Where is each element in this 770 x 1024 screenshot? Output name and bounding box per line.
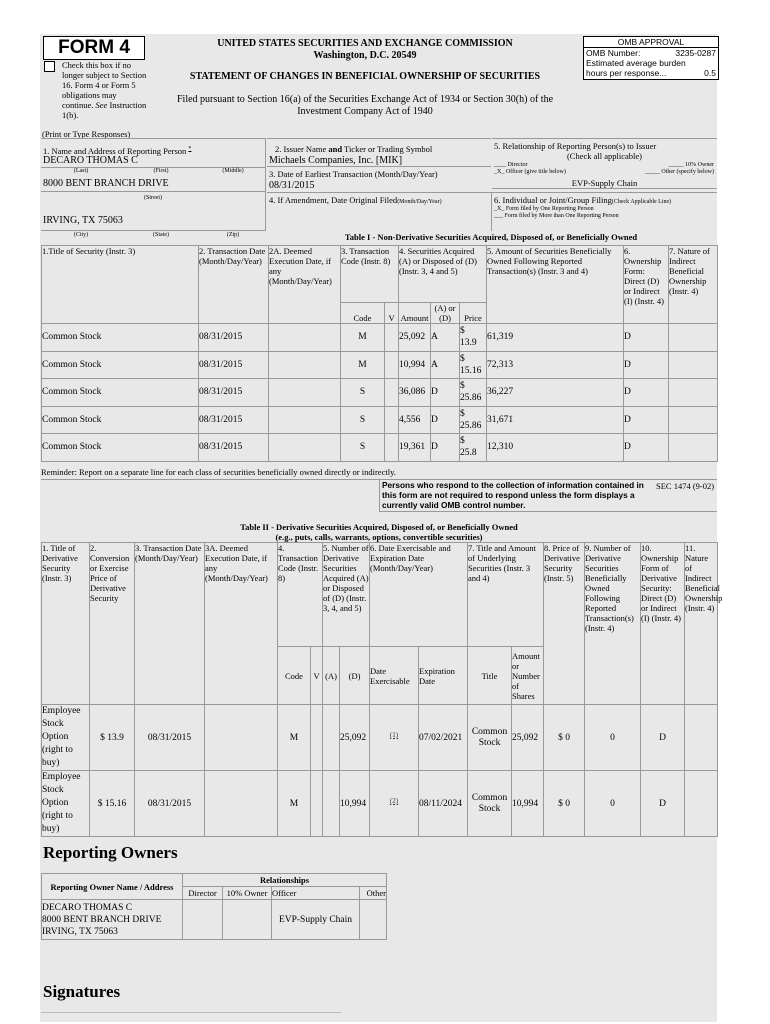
- issuer-name: Michaels Companies, Inc. [MIK]: [269, 155, 403, 166]
- agency-header: [155, 38, 575, 62]
- t1-nature: [669, 434, 718, 462]
- reporting-person-name: DECARO THOMAS C: [43, 155, 138, 166]
- t2-h-date: 3. Transaction Date (Month/Day/Year): [135, 543, 205, 705]
- t1-price: [460, 351, 487, 379]
- box1-reporting-person: [41, 138, 266, 231]
- signature-line: [41, 1012, 341, 1013]
- city-state-zip: IRVING, TX 75063: [43, 215, 123, 226]
- t1-amount: 36,086: [399, 379, 431, 407]
- t1-aord: D: [431, 434, 460, 462]
- officer-title: EVP-Supply Chain: [492, 178, 717, 189]
- agency-location: Washington, D.C. 20549: [313, 50, 417, 61]
- t1-price: [460, 379, 487, 407]
- t2-h-form: 10. Ownership Form of Derivative Security: Direct (D) or Indirect (I) (Instr. 4): [641, 543, 685, 705]
- signatures-heading: Signatures: [43, 982, 121, 1001]
- price-value: 25.86: [460, 393, 482, 404]
- t2-h-und-title: Title: [468, 647, 512, 705]
- t2-h-conversion: 2. Conversion or Exercise Price of Derivative Security: [90, 543, 135, 705]
- t2-a: [323, 705, 340, 771]
- box3-label: 3. Date of Earliest Transaction (Month/Day/Year): [269, 169, 438, 179]
- ro-director-cell: [183, 900, 223, 940]
- ro-h-other: Other: [360, 887, 387, 900]
- omb-header: OMB APPROVAL: [584, 37, 718, 48]
- hours-value: 0.5: [704, 68, 716, 78]
- t2-h-nature: 11. Nature of Indirect Beneficial Ownership (Instr. 4): [685, 543, 718, 705]
- t1-owned: 12,310: [487, 434, 624, 462]
- street-label: (Street): [144, 195, 162, 201]
- reporting-owners-table: [41, 873, 387, 940]
- ro-ten-cell: [223, 900, 272, 940]
- t2-form: D: [641, 705, 685, 771]
- table1-row: [42, 379, 718, 407]
- zip-label: (Zip): [226, 232, 240, 238]
- box4-amendment: [267, 192, 492, 231]
- table2-row: [42, 771, 718, 837]
- t1-code: M: [341, 351, 385, 379]
- t1-title: Common Stock: [42, 324, 199, 352]
- t2-form: D: [641, 771, 685, 837]
- t1-v: [385, 379, 399, 407]
- t1-v: [385, 324, 399, 352]
- t2-date: 08/31/2015: [135, 705, 205, 771]
- t2-h-exercisable: 6. Date Exercisable and Expiration Date (Month/Day/Year): [370, 543, 468, 647]
- filed-pursuant: Filed pursuant to Section 16(a) of the Securities Exchange Act of 1934 or Section 30(h) of the Investment Company Act of 1940: [176, 94, 554, 117]
- t1-price: [460, 406, 487, 434]
- box5-label: 5. Relationship of Reporting Person(s) to Issuer: [494, 141, 657, 151]
- t2-deriv-price: $ 0: [544, 705, 585, 771]
- t1-price: [460, 324, 487, 352]
- t1-aord: A: [431, 351, 460, 379]
- box5-relationship: [492, 138, 717, 193]
- price-value: 25.8: [460, 448, 477, 459]
- table2-row: [42, 705, 718, 771]
- last-label: (Last): [73, 168, 89, 174]
- t1-h-aord: (A) or (D): [431, 303, 460, 324]
- t2-und-amount: 10,994: [512, 771, 544, 837]
- t1-h-v: V: [385, 303, 399, 324]
- table1-row: [42, 406, 718, 434]
- t2-h-title: 1. Title of Derivative Security (Instr. 3): [42, 543, 90, 705]
- t1-code: S: [341, 434, 385, 462]
- t1-deemed: [269, 406, 341, 434]
- t2-date: 08/31/2015: [135, 771, 205, 837]
- city-label: (City): [73, 232, 89, 238]
- print-type-note: (Print or Type Responses): [42, 129, 131, 139]
- reminder-text: Reminder: Report on a separate line for each class of securities beneficially owned directly or indirectly.: [41, 467, 396, 477]
- t1-nature: [669, 351, 718, 379]
- omb-number-value: 3235-0287: [675, 48, 716, 58]
- t2-deriv-price: $ 0: [544, 771, 585, 837]
- t1-code: S: [341, 379, 385, 407]
- box2-label: 2. Issuer Name and Ticker or Trading Symbol: [275, 144, 433, 154]
- t2-und-amount: 25,092: [512, 705, 544, 771]
- t2-h-underlying: 7. Title and Amount of Underlying Securities (Instr. 3 and 4): [468, 543, 544, 647]
- t1-aord: D: [431, 379, 460, 407]
- footnote-link[interactable]: (1): [389, 730, 399, 739]
- ro-officer-cell: EVP-Supply Chain: [272, 900, 360, 940]
- t1-h-acquired: 4. Securities Acquired (A) or Disposed of (D) (Instr. 3, 4 and 5): [399, 246, 487, 303]
- statement-title: STATEMENT OF CHANGES IN BENEFICIAL OWNERSHIP OF SECURITIES: [189, 71, 541, 82]
- t2-code: M: [278, 771, 311, 837]
- t1-h-code: 3. Transaction Code (Instr. 8): [341, 246, 399, 303]
- form-title-box: [43, 36, 145, 60]
- price-symbol: $: [460, 408, 465, 419]
- t1-h-owned: 5. Amount of Securities Beneficially Owned Following Reported Transaction(s) (Instr. 3 and 4): [487, 246, 624, 324]
- filing-option-2: ___ Form filed by More than One Reporting Person: [494, 213, 619, 219]
- box1-label: 1. Name and Address of Reporting Person: [43, 145, 187, 156]
- t1-date: 08/31/2015: [199, 351, 269, 379]
- ro-owner-address: DECARO THOMAS C 8000 BENT BRANCH DRIVE IRVING, TX 75063: [42, 900, 183, 940]
- ro-other-cell: [360, 900, 387, 940]
- t1-amount: 19,361: [399, 434, 431, 462]
- t1-form: D: [624, 406, 669, 434]
- t2-h-deemed: 3A. Deemed Execution Date, if any (Month/Day/Year): [205, 543, 278, 705]
- reminder-left-box: [41, 479, 380, 511]
- box5-sub: (Check all applicable): [566, 151, 643, 161]
- t1-owned: 61,319: [487, 324, 624, 352]
- box3-earliest-date: [267, 166, 491, 193]
- t2-owned: 0: [585, 705, 641, 771]
- t1-date: 08/31/2015: [199, 434, 269, 462]
- notice-bottom-line: [379, 511, 717, 512]
- t1-amount: 10,994: [399, 351, 431, 379]
- box6-label: 6. Individual or Joint/Group Filing(Check Applicable Line): [494, 195, 672, 205]
- box2-issuer: [267, 138, 491, 167]
- t2-nature: [685, 771, 718, 837]
- t2-h-code: 4. Transaction Code (Instr. 8): [278, 543, 323, 647]
- t1-v: [385, 351, 399, 379]
- t1-owned: 72,313: [487, 351, 624, 379]
- t1-amount: 4,556: [399, 406, 431, 434]
- t2-a: [323, 771, 340, 837]
- no-longer-subject-checkbox[interactable]: [44, 61, 55, 72]
- t2-und-title: Common Stock: [468, 771, 512, 837]
- omb-number-label: OMB Number:: [586, 48, 641, 58]
- first-label: (First): [153, 168, 169, 174]
- t2-code: M: [278, 705, 311, 771]
- t1-date: 08/31/2015: [199, 379, 269, 407]
- t1-h-deemed: 2A. Deemed Execution Date, if any (Month/Day/Year): [269, 246, 341, 324]
- table1-row: [42, 324, 718, 352]
- t1-h-amount: Amount: [399, 303, 431, 324]
- other-option: _____ Other (specify below): [644, 169, 714, 175]
- director-option: ____ Director: [494, 162, 528, 168]
- t1-deemed: [269, 379, 341, 407]
- t1-owned: 31,671: [487, 406, 624, 434]
- price-symbol: $: [460, 326, 465, 337]
- t1-title: Common Stock: [42, 351, 199, 379]
- t2-d: 25,092: [340, 705, 370, 771]
- t1-aord: D: [431, 406, 460, 434]
- t1-title: Common Stock: [42, 379, 199, 407]
- t2-h-und-amount: Amount or Number of Shares: [512, 647, 544, 705]
- t1-date: 08/31/2015: [199, 324, 269, 352]
- t2-exp: 07/02/2021: [419, 705, 468, 771]
- t1-title: Common Stock: [42, 406, 199, 434]
- t1-amount: 25,092: [399, 324, 431, 352]
- agency-name: UNITED STATES SECURITIES AND EXCHANGE COMMISSION: [217, 38, 513, 49]
- t2-v: [311, 705, 323, 771]
- t1-nature: [669, 406, 718, 434]
- table2-title: Table II - Derivative Securities Acquired, Disposed of, or Beneficially Owned (e.g., puts, calls, warrants, options, convertible securities): [240, 522, 518, 542]
- box1-asterisk: *: [188, 146, 192, 152]
- t1-form: D: [624, 379, 669, 407]
- table1-title: Table I - Non-Derivative Securities Acquired, Disposed of, or Beneficially Owned: [344, 232, 638, 242]
- t1-owned: 36,227: [487, 379, 624, 407]
- persons-notice: Persons who respond to the collection of information contained in this form are not required to respond unless the form displays a currently valid OMB control number.: [382, 480, 644, 510]
- t1-h-nature: 7. Nature of Indirect Beneficial Ownership (Instr. 4): [669, 246, 718, 324]
- t1-v: [385, 434, 399, 462]
- t1-h-code-sub: Code: [341, 303, 385, 324]
- ten-pct-option: _____ 10% Owner: [668, 162, 714, 168]
- table1-row: [42, 351, 718, 379]
- t1-code: M: [341, 324, 385, 352]
- t2-conversion: $ 13.9: [90, 705, 135, 771]
- t2-v: [311, 771, 323, 837]
- t2-date-ex: [370, 705, 419, 771]
- t1-h-form: 6. Ownership Form: Direct (D) or Indirect (I) (Instr. 4): [624, 246, 669, 324]
- t2-h-d: (D): [340, 647, 370, 705]
- t1-form: D: [624, 324, 669, 352]
- t2-deemed: [205, 705, 278, 771]
- t1-nature: [669, 379, 718, 407]
- t1-price: [460, 434, 487, 462]
- t1-aord: A: [431, 324, 460, 352]
- omb-approval-box: [583, 36, 719, 80]
- table2-derivative: [41, 542, 723, 837]
- sec-code: SEC 1474 (9-02): [656, 481, 715, 491]
- box6-filing: [492, 192, 717, 231]
- t1-form: D: [624, 351, 669, 379]
- t2-h-code-sub: Code: [278, 647, 311, 705]
- t1-form: D: [624, 434, 669, 462]
- price-value: 13.9: [460, 338, 477, 349]
- t1-deemed: [269, 324, 341, 352]
- ro-h-director: Director: [183, 887, 223, 900]
- footnote-link[interactable]: (2): [389, 796, 399, 805]
- ro-h-relationships: Relationships: [183, 874, 387, 887]
- t2-deemed: [205, 771, 278, 837]
- t2-h-a: (A): [323, 647, 340, 705]
- form-title: FORM 4: [58, 37, 130, 58]
- ro-h-ten: 10% Owner: [223, 887, 272, 900]
- t2-h-exp: Expiration Date: [419, 647, 468, 705]
- checkbox-text: Check this box if no longer subject to Section 16. Form 4 or Form 5 obligations may continue. See Instruction 1(b).: [62, 60, 147, 120]
- table1-non-derivative: [41, 245, 718, 462]
- table1-row: [42, 434, 718, 462]
- t2-h-date-ex: Date Exercisable: [370, 647, 419, 705]
- t2-h-v: V: [311, 647, 323, 705]
- officer-option: _X_ Officer (give title below): [494, 169, 566, 175]
- t2-title: Employee Stock Option (right to buy): [42, 771, 90, 837]
- ro-h-name: Reporting Owner Name / Address: [42, 874, 183, 900]
- price-symbol: $: [460, 436, 465, 447]
- t2-d: 10,994: [340, 771, 370, 837]
- price-symbol: $: [460, 381, 465, 392]
- t1-h-date: 2. Transaction Date (Month/Day/Year): [199, 246, 269, 324]
- t1-nature: [669, 324, 718, 352]
- state-label: (State): [153, 232, 169, 238]
- t1-date: 08/31/2015: [199, 406, 269, 434]
- t2-date-ex: [370, 771, 419, 837]
- t2-exp: 08/11/2024: [419, 771, 468, 837]
- t2-und-title: Common Stock: [468, 705, 512, 771]
- t2-conversion: $ 15.16: [90, 771, 135, 837]
- t1-deemed: [269, 351, 341, 379]
- t1-h-title: 1.Title of Security (Instr. 3): [42, 246, 199, 324]
- t2-h-price: 8. Price of Derivative Security (Instr. 5): [544, 543, 585, 705]
- middle-label: (Middle): [222, 168, 244, 174]
- t2-h-owned: 9. Number of Derivative Securities Beneficially Owned Following Reported Transaction(s) (Instr. 4): [585, 543, 641, 705]
- t1-code: S: [341, 406, 385, 434]
- price-symbol: $: [460, 353, 465, 364]
- filing-option-1: _X_ Form filed by One Reporting Person: [494, 206, 594, 212]
- reporting-owners-heading: Reporting Owners: [43, 843, 178, 862]
- street-value: 8000 BENT BRANCH DRIVE: [43, 178, 169, 189]
- t1-title: Common Stock: [42, 434, 199, 462]
- hours-label: hours per response...: [586, 68, 667, 78]
- box4-label: 4. If Amendment, Date Original Filed(Month/Day/Year): [269, 195, 442, 205]
- t1-deemed: [269, 434, 341, 462]
- t2-h-number: 5. Number of Derivative Securities Acquired (A) or Disposed of (D) (Instr. 3, 4, and 5): [323, 543, 370, 647]
- t2-title: Employee Stock Option (right to buy): [42, 705, 90, 771]
- t2-nature: [685, 705, 718, 771]
- t1-h-price: Price: [460, 303, 487, 324]
- price-value: 15.16: [460, 365, 482, 376]
- t2-owned: 0: [585, 771, 641, 837]
- price-value: 25.86: [460, 420, 482, 431]
- t1-v: [385, 406, 399, 434]
- ro-h-officer: Officer: [272, 887, 360, 900]
- burden-label: Estimated average burden: [586, 58, 686, 68]
- box1-city-labels: [41, 230, 265, 245]
- earliest-date: 08/31/2015: [269, 180, 315, 191]
